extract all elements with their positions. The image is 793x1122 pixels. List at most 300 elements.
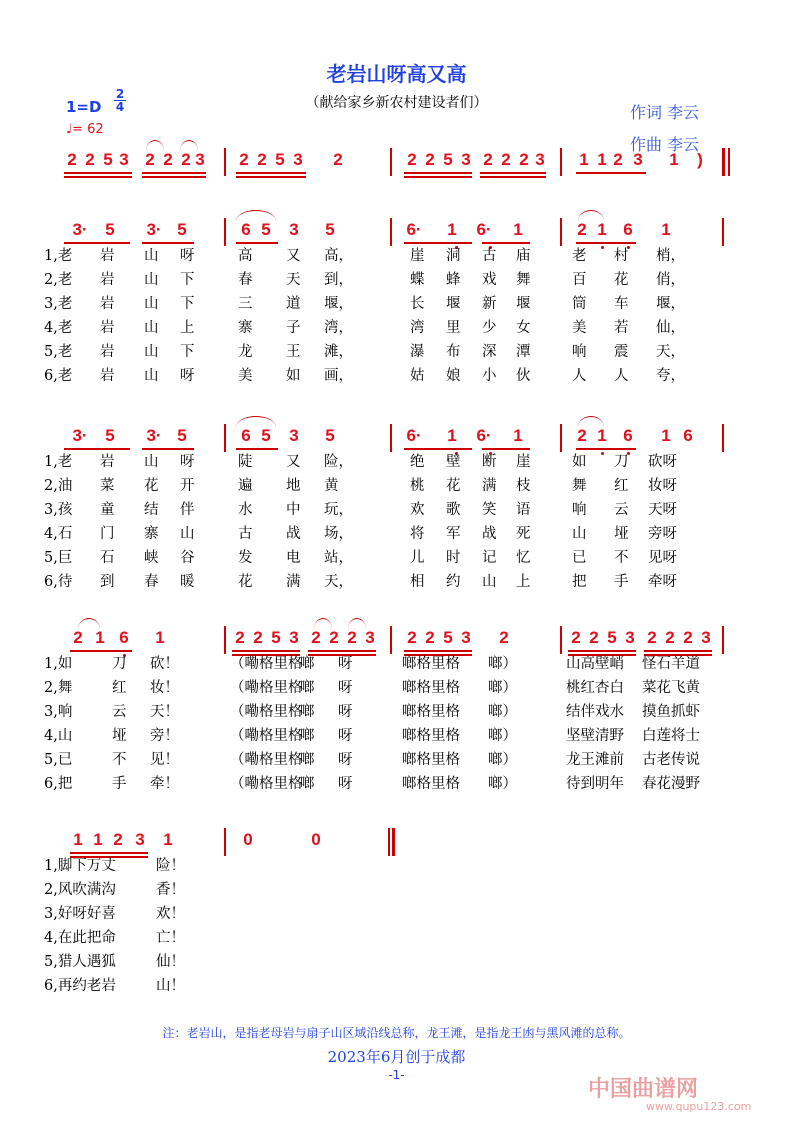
lyric-syllable: 见！	[150, 752, 179, 768]
underline	[404, 176, 472, 178]
lyric-syllable: 站，	[324, 550, 353, 566]
lyric-syllable: 语	[516, 502, 531, 518]
lyric-syllable: （嘞格里格	[230, 728, 303, 744]
note: 2	[113, 830, 123, 849]
lyric-syllable: 仙，	[656, 320, 685, 336]
lyric-syllable: 2,油	[44, 478, 73, 494]
lyric-syllable: 壁	[446, 454, 461, 470]
note: 3	[365, 628, 375, 647]
slur	[578, 416, 604, 427]
bar-line	[560, 626, 562, 654]
lyric-syllable: 妆！	[150, 680, 179, 696]
slur	[180, 140, 198, 151]
time-numerator: 2	[115, 87, 125, 101]
note: 5	[325, 220, 335, 239]
note: 2	[613, 150, 623, 169]
note: 3	[293, 150, 303, 169]
lyric-syllable: 死	[516, 526, 531, 542]
lyric-syllable: 呀	[338, 656, 353, 672]
bar-line	[224, 626, 226, 654]
note: 2	[239, 150, 249, 169]
lyric-syllable: 花	[446, 478, 461, 494]
bar-line	[560, 148, 562, 176]
lyric-syllable: （嘞格里格	[230, 752, 303, 768]
lyric-syllable: 啷格里格	[402, 728, 460, 744]
note: 5	[607, 628, 617, 647]
lyric-syllable: 龙	[238, 344, 253, 360]
lyric-syllable: 花	[144, 478, 159, 494]
lyric-syllable: 欢！	[156, 906, 185, 922]
lyric-syllable: 古老传说	[642, 752, 700, 768]
lyric-syllable: 若	[614, 320, 629, 336]
note: 3	[461, 150, 471, 169]
lyric-syllable: 舞	[516, 272, 531, 288]
lyric-syllable: 险！	[156, 858, 185, 874]
lyric-syllable: 啷格里格	[402, 680, 460, 696]
lyric-syllable: 险，	[324, 454, 353, 470]
lyric-syllable: 山	[180, 526, 195, 542]
lyric-syllable: 响	[572, 502, 587, 518]
lyric-syllable: 夸，	[656, 368, 685, 384]
lyric-syllable: 仙！	[156, 954, 185, 970]
lyric-syllable: 开	[180, 478, 195, 494]
note: 2	[407, 628, 417, 647]
lyric-syllable: 将	[410, 526, 425, 542]
lyric-syllable: 堰，	[324, 296, 353, 312]
lyric-syllable: 龙王滩前	[566, 752, 624, 768]
note: 5	[105, 426, 115, 445]
lyric-syllable: 山	[144, 368, 159, 384]
lyric-syllable: 湾，	[324, 320, 353, 336]
lyric-syllable: 洞	[446, 248, 461, 264]
note: 2	[145, 150, 155, 169]
note: 1	[661, 426, 671, 445]
lyric-syllable: 梢，	[656, 248, 685, 264]
note: 2	[311, 628, 321, 647]
lyric-syllable: 菜	[100, 478, 115, 494]
note: 0	[243, 830, 253, 849]
lyric-syllable: 百	[572, 272, 587, 288]
lyric-syllable: 发	[238, 550, 253, 566]
lyric-syllable: 场，	[324, 526, 353, 542]
underline	[480, 176, 546, 178]
lyric-syllable: 如	[286, 368, 301, 384]
lyric-syllable: 新	[482, 296, 497, 312]
lyric-syllable: 1,如	[44, 656, 73, 672]
lyric-syllable: 春	[238, 272, 253, 288]
lyric-syllable: 道	[286, 296, 301, 312]
note: 1	[597, 150, 607, 169]
lyric-syllable: 云	[614, 502, 629, 518]
watermark-logo: 中国曲谱网	[588, 1076, 699, 1102]
note: 5	[177, 426, 187, 445]
slur	[236, 416, 276, 427]
note: 6·	[406, 426, 422, 445]
note: 2	[333, 150, 343, 169]
lyric-syllable: 蝶	[410, 272, 425, 288]
lyric-syllable: 菜花飞黄	[642, 680, 700, 696]
lyric-syllable: 结伴戏水	[566, 704, 624, 720]
lyric-syllable: 啷	[300, 704, 315, 720]
lyric-syllable: 岩	[100, 368, 115, 384]
lyric-syllable: 寨	[144, 526, 159, 542]
lyric-syllable: 姑	[410, 368, 425, 384]
underline	[142, 172, 206, 174]
bar-line	[388, 828, 390, 856]
lyric-syllable: 滩，	[324, 344, 353, 360]
note: 5	[261, 426, 271, 445]
note: 1	[447, 220, 457, 239]
note: 1	[669, 150, 679, 169]
lyric-syllable: 人	[572, 368, 587, 384]
lyric-syllable: 呀	[338, 752, 353, 768]
lyric-syllable: 天	[286, 272, 301, 288]
lyric-syllable: 军	[446, 526, 461, 542]
note: 2	[665, 628, 675, 647]
note: 3	[195, 150, 205, 169]
bar-line	[392, 828, 395, 856]
lyric-syllable: 天，	[324, 574, 353, 590]
slur	[314, 618, 332, 629]
lyric-syllable: 2,舞	[44, 680, 73, 696]
quarter-note-icon: ♩	[66, 122, 73, 137]
lyric-syllable: 黄	[324, 478, 339, 494]
note: 6	[683, 426, 693, 445]
bar-line	[224, 424, 226, 452]
page-number: -1-	[388, 1068, 405, 1082]
note: 2	[85, 150, 95, 169]
bar-line	[722, 626, 724, 654]
note: 6	[241, 220, 251, 239]
lyric-syllable: 4,老	[44, 320, 73, 336]
lyric-syllable: 呀	[338, 680, 353, 696]
page-title: 老岩山呀高又高	[326, 62, 467, 86]
lyric-syllable: 手	[614, 574, 629, 590]
lyric-syllable: 坚壁清野	[566, 728, 624, 744]
note: 3·	[146, 426, 162, 445]
underline	[142, 176, 206, 178]
lyric-syllable: 记	[482, 550, 497, 566]
note: 5	[443, 150, 453, 169]
lyric-syllable: 垭	[112, 728, 127, 744]
lyric-syllable: 歌	[446, 502, 461, 518]
lyric-syllable: 待到明年	[566, 776, 624, 792]
note: 6	[241, 426, 251, 445]
lyric-syllable: （嘞格里格	[230, 776, 303, 792]
lyric-syllable: 高，	[324, 248, 353, 264]
underline	[64, 448, 130, 450]
bar-line	[728, 148, 730, 176]
composer-credit: 作曲 李云	[630, 135, 700, 154]
key-signature: 1=D	[66, 98, 102, 116]
note: 1	[93, 830, 103, 849]
note: 2	[181, 150, 191, 169]
note: 2	[425, 628, 435, 647]
note: 3·	[72, 426, 88, 445]
note: 1	[579, 150, 589, 169]
note: 5	[443, 628, 453, 647]
lyric-syllable: 怪石羊道	[642, 656, 700, 672]
lyric-syllable: 岩	[100, 344, 115, 360]
lyric-syllable: 啷）	[488, 728, 517, 744]
lyric-syllable: 6,把	[44, 776, 73, 792]
lyric-syllable: 3,老	[44, 296, 73, 312]
note: 3	[289, 628, 299, 647]
lyric-syllable: （嘞格里格	[230, 656, 303, 672]
slur	[78, 618, 100, 629]
note: 2	[425, 150, 435, 169]
bar-line	[390, 424, 392, 452]
footnote: 注：老岩山，是指老母岩与扇子山区域沿线总称，龙王滩，是指龙王凼与黑风滩的总称。	[162, 1026, 631, 1040]
lyric-syllable: 3,孩	[44, 502, 73, 518]
note: 1	[513, 220, 523, 239]
note: 2	[257, 150, 267, 169]
lyric-syllable: 4,石	[44, 526, 73, 542]
lyric-syllable: 啷）	[488, 752, 517, 768]
lyricist-credit: 作词 李云	[630, 103, 700, 122]
lyric-syllable: 呀	[338, 704, 353, 720]
lyric-syllable: 5,猎人遇狐	[44, 954, 116, 970]
bar-line	[224, 148, 226, 176]
lyric-syllable: 响	[572, 344, 587, 360]
note: 3	[289, 426, 299, 445]
lyric-syllable: 山	[144, 296, 159, 312]
lyric-syllable: 云	[112, 704, 127, 720]
note: 1	[155, 628, 165, 647]
note: 2	[67, 150, 77, 169]
lyric-syllable: 把	[572, 574, 587, 590]
lyric-syllable: 红	[112, 680, 127, 696]
note: 2	[683, 628, 693, 647]
lyric-syllable: 陡	[238, 454, 253, 470]
lyric-syllable: 电	[286, 550, 301, 566]
note: 6·	[406, 220, 422, 239]
lyric-syllable: 欢	[410, 502, 425, 518]
note: 2	[577, 220, 587, 239]
lyric-syllable: 战	[286, 526, 301, 542]
note: 2	[519, 150, 529, 169]
note: 1	[597, 426, 607, 445]
lyric-syllable: 三	[238, 296, 253, 312]
lyric-syllable: 2,风吹满沟	[44, 882, 116, 898]
lyric-syllable: 震	[614, 344, 629, 360]
bar-line	[722, 218, 724, 246]
lyric-syllable: 啷）	[488, 776, 517, 792]
lyric-syllable: 湾	[410, 320, 425, 336]
note: 2	[577, 426, 587, 445]
lyric-syllable: 车	[614, 296, 629, 312]
lyric-syllable: 伴	[180, 502, 195, 518]
lyric-syllable: 古	[482, 248, 497, 264]
note: 5	[177, 220, 187, 239]
note: 3	[701, 628, 711, 647]
note: 6·	[476, 426, 492, 445]
lyric-syllable: 岩	[100, 296, 115, 312]
note: 5	[325, 426, 335, 445]
lyric-syllable: 山	[144, 454, 159, 470]
lyric-syllable: 天！	[150, 704, 179, 720]
note: 3	[289, 220, 299, 239]
note: 5	[275, 150, 285, 169]
lyric-syllable: 瀑	[410, 344, 425, 360]
lyric-syllable: 花	[238, 574, 253, 590]
lyric-syllable: 绝	[410, 454, 425, 470]
lyric-syllable: 2,老	[44, 272, 73, 288]
note: 3	[135, 830, 145, 849]
lyric-syllable: 庙	[516, 248, 531, 264]
lyric-syllable: 呀	[180, 248, 195, 264]
lyric-syllable: 到，	[324, 272, 353, 288]
lyric-syllable: 子	[286, 320, 301, 336]
lyric-syllable: 刀	[614, 454, 629, 470]
composition-date: 2023年6月创于成都	[327, 1048, 466, 1066]
underline	[64, 176, 132, 178]
note: 3	[461, 628, 471, 647]
lyric-syllable: 天呀	[648, 502, 677, 518]
lyric-syllable: 布	[446, 344, 461, 360]
lyric-syllable: 山	[144, 320, 159, 336]
lyric-syllable: 6,待	[44, 574, 73, 590]
bar-line	[560, 424, 562, 452]
lyric-syllable: 又	[286, 454, 301, 470]
underline	[480, 172, 546, 174]
lyric-syllable: 啷格里格	[402, 704, 460, 720]
lyric-syllable: 山	[144, 272, 159, 288]
lyric-syllable: 又	[286, 248, 301, 264]
lyric-syllable: 砍！	[150, 656, 179, 672]
lyric-syllable: 地	[286, 478, 301, 494]
tempo-value: = 62	[72, 122, 104, 137]
slur	[578, 210, 604, 221]
octave-dot	[601, 246, 604, 249]
lyric-syllable: 呀	[180, 368, 195, 384]
lyric-syllable: 美	[572, 320, 587, 336]
lyric-syllable: 啷	[300, 728, 315, 744]
lyric-syllable: 牵呀	[648, 574, 677, 590]
bar-line	[390, 626, 392, 654]
lyric-syllable: 里	[446, 320, 461, 336]
lyric-syllable: 不	[112, 752, 127, 768]
lyric-syllable: 战	[482, 526, 497, 542]
lyric-syllable: 下	[180, 296, 195, 312]
lyric-syllable: 垭	[614, 526, 629, 542]
lyric-syllable: 春	[144, 574, 159, 590]
lyric-syllable: 崖	[410, 248, 425, 264]
lyric-syllable: 峡	[144, 550, 159, 566]
lyric-syllable: 3,响	[44, 704, 73, 720]
lyric-syllable: 古	[238, 526, 253, 542]
note: 2	[499, 628, 509, 647]
note: 2	[347, 628, 357, 647]
lyric-syllable: 3,好呀好喜	[44, 906, 116, 922]
bar-line	[224, 218, 226, 246]
lyric-syllable: 满	[286, 574, 301, 590]
lyric-syllable: 画，	[324, 368, 353, 384]
lyric-syllable: 下	[180, 344, 195, 360]
lyric-syllable: 不	[614, 550, 629, 566]
bar-line	[722, 424, 724, 452]
lyric-syllable: 刀	[112, 656, 127, 672]
lyric-syllable: 上	[516, 574, 531, 590]
lyric-syllable: 俏，	[656, 272, 685, 288]
note: 6	[623, 426, 633, 445]
note: 2	[647, 628, 657, 647]
bar-line	[560, 218, 562, 246]
lyric-syllable: 摸鱼抓虾	[642, 704, 700, 720]
time-denominator: 4	[115, 100, 125, 114]
bar-line	[224, 828, 226, 856]
note: 1	[95, 628, 105, 647]
slur	[146, 140, 164, 151]
lyric-syllable: 潭	[516, 344, 531, 360]
lyric-syllable: 红	[614, 478, 629, 494]
lyric-syllable: 满	[482, 478, 497, 494]
note: 2	[501, 150, 511, 169]
note: 5	[261, 220, 271, 239]
note: 2	[589, 628, 599, 647]
lyric-syllable: 5,老	[44, 344, 73, 360]
lyric-syllable: 少	[482, 320, 497, 336]
lyric-syllable: （嘞格里格	[230, 680, 303, 696]
lyric-syllable: 儿	[410, 550, 425, 566]
lyric-syllable: 啷格里格	[402, 656, 460, 672]
underline	[404, 172, 472, 174]
note: 5	[271, 628, 281, 647]
lyric-syllable: 天，	[656, 344, 685, 360]
note: 2	[73, 628, 83, 647]
note: 3·	[72, 220, 88, 239]
lyric-syllable: 白莲将士	[642, 728, 700, 744]
lyric-syllable: 村	[614, 248, 629, 264]
underline	[64, 172, 132, 174]
lyric-syllable: 谷	[180, 550, 195, 566]
lyric-syllable: 堰，	[656, 296, 685, 312]
lyric-syllable: 山	[482, 574, 497, 590]
lyric-syllable: 时	[446, 550, 461, 566]
note: 1	[73, 830, 83, 849]
lyric-syllable: 旁呀	[648, 526, 677, 542]
lyric-syllable: 已	[572, 550, 587, 566]
lyric-syllable: 啷）	[488, 704, 517, 720]
lyric-syllable: 桃红杏白	[566, 680, 624, 696]
lyric-syllable: 山！	[156, 978, 185, 994]
underline	[236, 176, 306, 178]
lyric-syllable: 堰	[446, 296, 461, 312]
note: 3·	[146, 220, 162, 239]
lyric-syllable: 寨	[238, 320, 253, 336]
lyric-syllable: 笑	[482, 502, 497, 518]
page-subtitle: （献给家乡新农村建设者们）	[305, 95, 488, 111]
lyric-syllable: 花	[614, 272, 629, 288]
lyric-syllable: 旁！	[150, 728, 179, 744]
lyric-syllable: 啷）	[488, 656, 517, 672]
lyric-syllable: 手	[112, 776, 127, 792]
lyric-syllable: 呀	[338, 776, 353, 792]
lyric-syllable: 5,已	[44, 752, 73, 768]
lyric-syllable: 啷	[300, 680, 315, 696]
lyric-syllable: 相	[410, 574, 425, 590]
lyric-syllable: 结	[144, 502, 159, 518]
lyric-syllable: 人	[614, 368, 629, 384]
lyric-syllable: 4,山	[44, 728, 73, 744]
lyric-syllable: 蜂	[446, 272, 461, 288]
lyric-syllable: 呀	[180, 454, 195, 470]
lyric-syllable: 断	[482, 454, 497, 470]
lyric-syllable: 中	[286, 502, 301, 518]
lyric-syllable: 崖	[516, 454, 531, 470]
underline	[576, 172, 646, 174]
bar-line	[390, 148, 392, 176]
